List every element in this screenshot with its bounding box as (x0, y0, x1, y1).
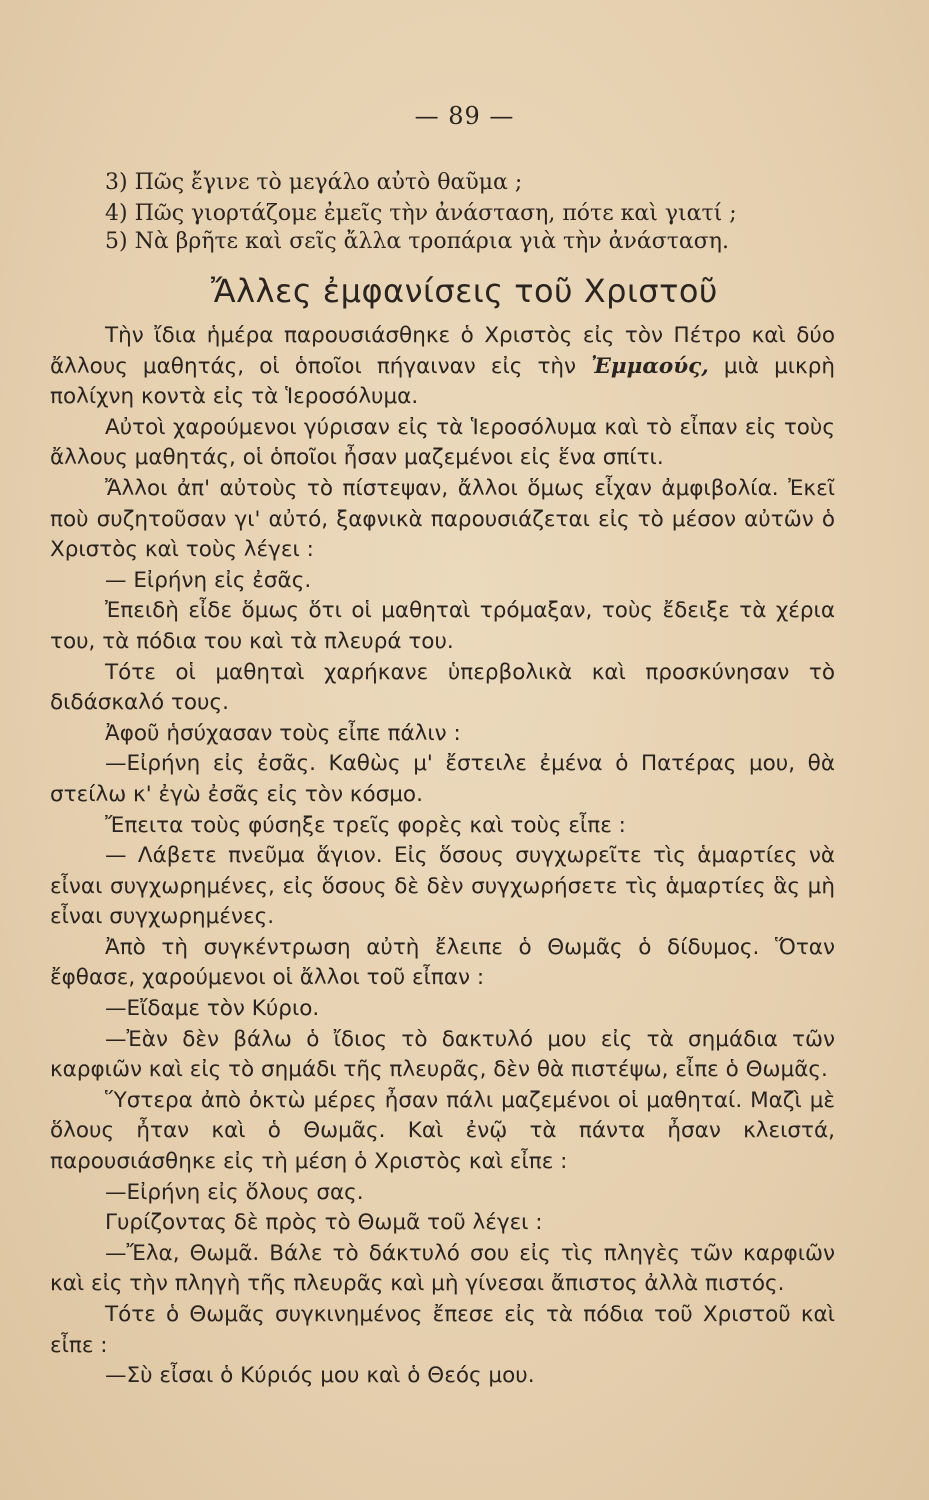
paragraph: Ἀφοῦ ἡσύχασαν τοὺς εἶπε πάλιν : (105, 720, 461, 746)
paragraph: Ἔπειτα τοὺς φύσηξε τρεῖς φορὲς καὶ τοὺς εἶπε : (105, 812, 626, 838)
paragraph: Ἀπὸ τὴ συγκέντρωση αὐτὴ ἔλειπε ὁ Θωμᾶς ὁ δίδυμος. Ὅταν ἔφθασε, χαρούμενοι οἱ ἄλλοι τοῦ εἶπαν : (50, 934, 835, 991)
dialogue-line: —Εἰρήνη εἰς ὅλους σας. (105, 1179, 364, 1205)
paragraph: Ἐπειδὴ εἶδε ὅμως ὅτι οἱ μαθηταὶ τρόμαξαν, τοὺς ἔδειξε τὰ χέρια του, τὰ πόδια του καὶ τὰ πλευρά του. (50, 598, 835, 654)
question-3: 3) Πῶς ἔγινε τὸ μεγάλο αὐτὸ θαῦμα ; (105, 170, 523, 195)
body-text (50, 321, 835, 1392)
dialogue-line: —Ἐὰν δὲν βάλω ὁ ἴδιος τὸ δακτυλό μου εἰς τὰ σημάδια τῶν καρφιῶν καὶ εἰς τὸ σημάδι τῆς πλευρᾶς, δὲν θὰ πιστέψω, εἶπε ὁ Θωμᾶς. (50, 1026, 835, 1083)
paragraph: Ἄλλοι ἀπ' αὐτοὺς τὸ πίστεψαν, ἄλλοι ὅμως εἶχαν ἀμφιβολία. Ἐκεῖ ποὺ συζητοῦσαν γι' αὐτό, ξαφνικὰ παρουσιάζεται εἰς τὸ μέσον αὐτῶν ὁ Χριστὸς καὶ τοὺς λέγει : (50, 475, 835, 563)
page-number: — 89 — (414, 102, 515, 130)
place-name-emmaus: Ἐμμαούς, (591, 353, 709, 379)
paragraph: Αὐτοὶ χαρούμενοι γύρισαν εἰς τὰ Ἱεροσόλυμα καὶ τὸ εἶπαν εἰς τοὺς ἄλλους μαθητάς, οἱ ὁποῖοι ἦσαν μαζεμένοι εἰς ἕνα σπίτι. (50, 414, 835, 471)
section-heading: Ἄλλες ἐμφανίσεις τοῦ Χριστοῦ (211, 272, 718, 310)
paragraph: Τότε ὁ Θωμᾶς συγκινημένος ἔπεσε εἰς τὰ πόδια τοῦ Χριστοῦ καὶ εἶπε : (50, 1302, 835, 1358)
paragraph: Τότε οἱ μαθηταὶ χαρήκανε ὑπερβολικὰ καὶ προσκύνησαν τὸ διδάσκαλό τους. (50, 659, 835, 716)
paragraph: Ὕστερα ἀπὸ ὀκτὼ μέρες ἦσαν πάλι μαζεμένοι οἱ μαθηταί. Μαζὶ μὲ ὅλους ἦταν καὶ ὁ Θωμᾶς. Καὶ ἐνῷ τὰ πάντα ἦσαν κλειστά, παρουσιάσθηκε εἰς τὴ μέση ὁ Χριστὸς καὶ εἶπε : (50, 1087, 835, 1175)
question-4: 4) Πῶς γιορτάζομε ἐμεῖς τὴν ἀνάσταση, πότε καὶ γιατί ; (105, 201, 737, 226)
paragraph-intro (50, 321, 835, 413)
dialogue-line: —Σὺ εἶσαι ὁ Κύριός μου καὶ ὁ Θεός μου. (105, 1363, 535, 1389)
question-5: 5) Νὰ βρῆτε καὶ σεῖς ἄλλα τροπάρια γιὰ τὴν ἀνάσταση. (105, 229, 729, 254)
dialogue-line: — Εἰρήνη εἰς ἐσᾶς. (105, 567, 312, 593)
intro-text: Τὴν ἴδια ἡμέρα παρουσιάσθηκε ὁ Χριστὸς εἰς τὸν Πέτρο καὶ δύο ἄλλους μαθητάς, οἱ ὁποῖοι πήγαιναν εἰς τὴν (50, 323, 835, 379)
paragraph: Γυρίζοντας δὲ πρὸς τὸ Θωμᾶ τοῦ λέγει : (105, 1210, 543, 1236)
dialogue-line: — Λάβετε πνεῦμα ἅγιον. Εἰς ὅσους συγχωρεῖτε τὶς ἁμαρτίες νὰ εἶναι συγχωρημένες, εἰς ὅσους δὲ δὲν συγχωρήσετε τὶς ἁμαρτίες ἃς μὴ εἶναι συγχωρημένες. (50, 843, 835, 930)
dialogue-line: —Εἴδαμε τὸν Κύριο. (105, 996, 320, 1022)
intro-text-end: μιὰ μικρὴ πολίχνη κοντὰ εἰς τὰ Ἱεροσόλυμα. (50, 353, 835, 410)
dialogue-line: —Ἔλα, Θωμᾶ. Βάλε τὸ δάκτυλό σου εἰς τὶς πληγὲς τῶν καρφιῶν καὶ εἰς τὴν πληγὴ τῆς πλευρᾶς καὶ μὴ γίνεσαι ἄπιστος ἀλλὰ πιστός. (50, 1240, 835, 1297)
dialogue-line: —Εἰρήνη εἰς ἐσᾶς. Καθὼς μ' ἔστειλε ἐμένα ὁ Πατέρας μου, θὰ στείλω κ' ἐγὼ ἐσᾶς εἰς τὸν κόσμο. (50, 751, 835, 807)
